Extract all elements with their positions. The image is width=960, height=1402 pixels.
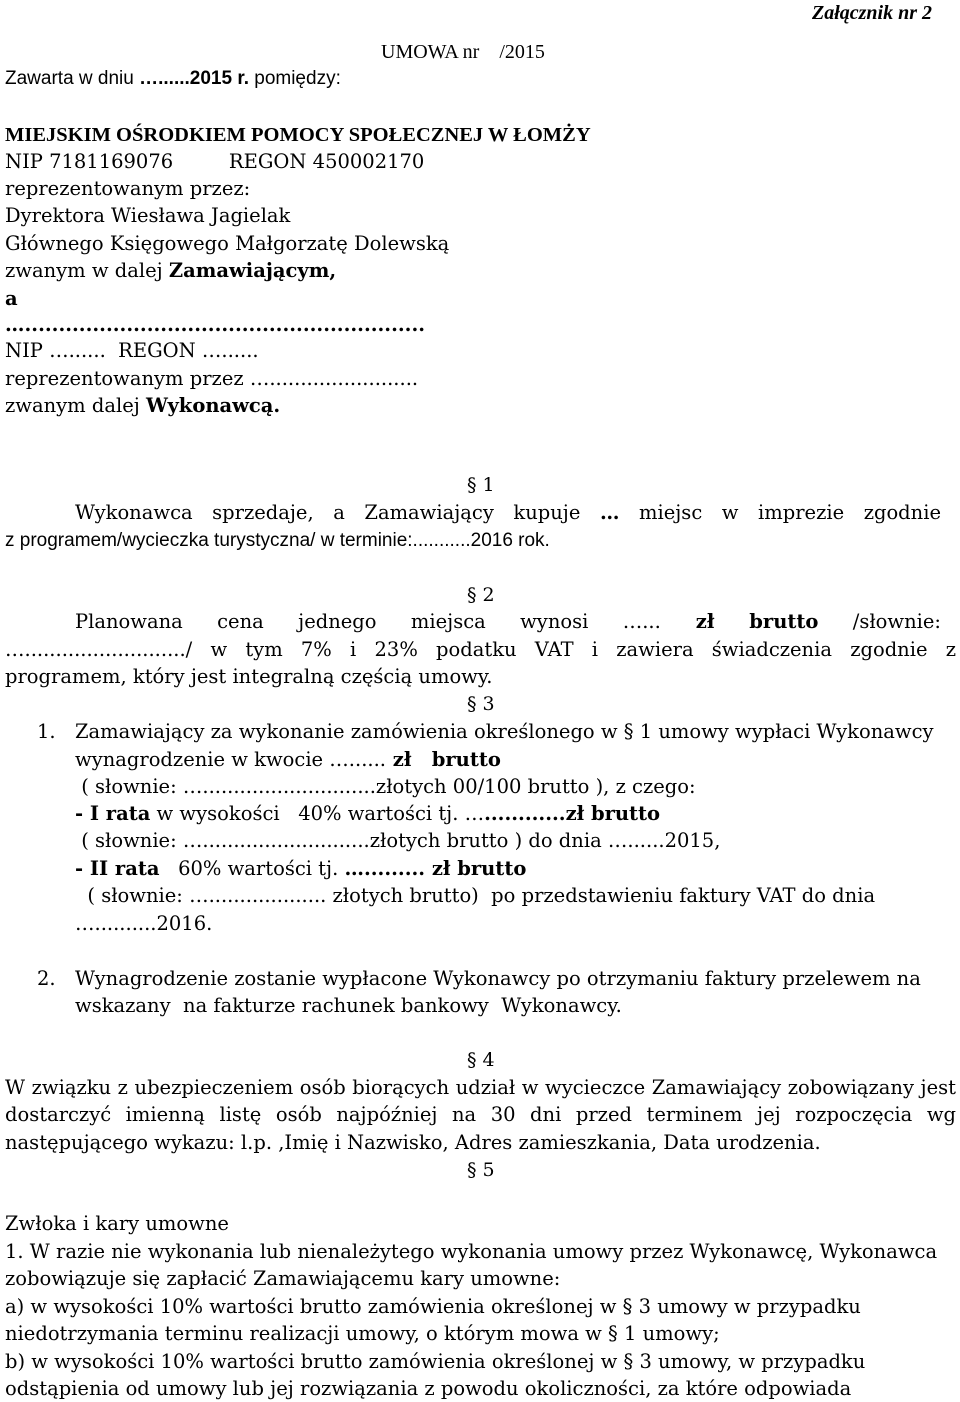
concluded-date: …......2015 r. — [139, 68, 249, 89]
section-2-line3: programem, który jest integralną częścią umowy. — [5, 665, 493, 688]
contractor-name: …........................................................... — [5, 313, 426, 336]
rate2-text: 60% wartości tj. — [159, 857, 345, 880]
s1-count: … — [599, 501, 620, 524]
s3-rate1 — [75, 802, 660, 826]
s1-text-a: Wykonawca sprzedaje, a Zamawiający kupuje — [75, 501, 600, 524]
section-1-line1 — [75, 501, 941, 525]
s2-text-a: Planowana cena jednego miejsca wynosi …... — [75, 610, 661, 633]
section-5-line4: niedotrzymania terminu realizacji umowy, o którym mowa w § 1 umowy; — [5, 1322, 720, 1345]
s3-p2-line1: Wynagrodzenie zostanie wypłacone Wykonawcy po otrzymaniu faktury przelewem na — [75, 967, 921, 990]
s3-p2-line2: wskazany na fakturze rachunek bankowy Wykonawcy. — [75, 994, 622, 1017]
contractor-called-text: zwanym dalej — [5, 394, 146, 417]
section-3-mark: § 3 — [467, 693, 495, 715]
rate2-amount: …......... zł brutto — [344, 857, 527, 880]
rate2-label: - II rata — [75, 857, 160, 880]
concluded-prefix: Zawarta w dniu — [5, 68, 140, 89]
s1-text-b: miejsc w imprezie zgodnie — [619, 501, 942, 524]
and-word: a — [5, 287, 18, 310]
s3-p1-number: 1. — [37, 720, 56, 743]
s3-rate1-words: ( słownie: …...........................złotych brutto ) do dnia …......2015, — [75, 829, 721, 852]
rate1-text: w wysokości 40% wartości tj. … — [150, 802, 485, 825]
section-5-heading: Zwłoka i kary umowne — [5, 1212, 229, 1235]
s3-p1-line2 — [75, 748, 501, 772]
section-2-mark: § 2 — [467, 584, 495, 606]
section-1-line2: z programem/wycieczka turystyczna/ w terminie:...........2016 rok. — [5, 530, 550, 551]
concluded-suffix: pomiędzy: — [248, 68, 341, 89]
s2-text-b: /słownie: — [818, 610, 941, 633]
employer-ids: NIP 7181169076 REGON 450002170 — [5, 150, 425, 173]
section-5-line1: 1. W razie nie wykonania lub nienależytego wykonania umowy przez Wykonawcę, Wykonawca — [5, 1240, 938, 1263]
employer-name: MIEJSKIM OŚRODKIEM POMOCY SPOŁECZNEJ W ŁOMŻY — [5, 124, 591, 146]
s2-currency: zł brutto — [660, 610, 819, 633]
s3-rate2-date: …..........2016. — [75, 912, 213, 935]
section-5-mark: § 5 — [467, 1159, 495, 1181]
section-2-line2: …........................../ w tym 7% i 23% podatku VAT i zawiera świadczenia zgodnie z — [5, 638, 956, 661]
section-5-line6: odstąpienia od umowy lub jej rozwiązania z powodu okoliczności, za które odpowiada — [5, 1377, 852, 1400]
section-4-line1: W związku z ubezpieczeniem osób biorących udział w wycieczce Zamawiający zobowiązany jest — [5, 1076, 956, 1099]
director-line: Dyrektora Wiesława Jagielak — [5, 204, 291, 227]
rate1-label: - I rata — [75, 802, 151, 825]
s3-p1-amount: wynagrodzenie w kwocie …...... — [75, 748, 386, 771]
s3-p1-currency: zł brutto — [386, 748, 501, 771]
section-4-line2: dostarczyć imienną listę osób najpóźniej na 30 dni przed terminem jej rozpoczęcia wg — [5, 1103, 956, 1126]
section-1-mark: § 1 — [467, 474, 495, 496]
contractor-role: Wykonawcą. — [146, 394, 281, 417]
contractor-ids: NIP …...... REGON …...... — [5, 339, 259, 362]
s3-p1-line1: Zamawiający za wykonanie zamówienia określonego w § 1 umowy wypłaci Wykonawcy — [75, 720, 934, 743]
s3-rate2-words: ( słownie: …................... złotych brutto) po przedstawieniu faktury VAT do dnia — [75, 884, 876, 907]
section-4-mark: § 4 — [467, 1049, 495, 1071]
concluded-line — [5, 67, 341, 91]
s3-p2-number: 2. — [37, 967, 56, 990]
section-5-line3: a) w wysokości 10% wartości brutto zamówienia określonej w § 3 umowy w przypadku — [5, 1295, 861, 1318]
section-5-line2: zobowiązuje się zapłacić Zamawiającemu kary umowne: — [5, 1267, 561, 1290]
represented-by: reprezentowanym przez: — [5, 177, 251, 200]
s3-rate2 — [75, 857, 526, 881]
contract-title: UMOWA nr /2015 — [381, 41, 545, 63]
contractor-rep: reprezentowanym przez …........................ — [5, 367, 419, 390]
employer-called-text: zwanym w dalej — [5, 259, 169, 282]
accountant-line: Głównego Księgowego Małgorzatę Dolewską — [5, 232, 450, 255]
section-5-line5: b) w wysokości 10% wartości brutto zamówienia określonej w § 3 umowy, w przypadku — [5, 1350, 866, 1373]
rate1-amount: ............zł brutto — [484, 802, 661, 825]
s3-p1-line3: ( słownie: …............................złotych 00/100 brutto ), z czego: — [75, 775, 696, 798]
section-2-line1 — [75, 610, 941, 634]
employer-called — [5, 259, 336, 283]
contractor-called — [5, 394, 280, 418]
annex-label: Załącznik nr 2 — [812, 2, 933, 24]
employer-role: Zamawiającym, — [168, 259, 337, 282]
section-4-line3: następującego wykazu: l.p. ,Imię i Nazwisko, Adres zamieszkania, Data urodzenia. — [5, 1131, 821, 1154]
